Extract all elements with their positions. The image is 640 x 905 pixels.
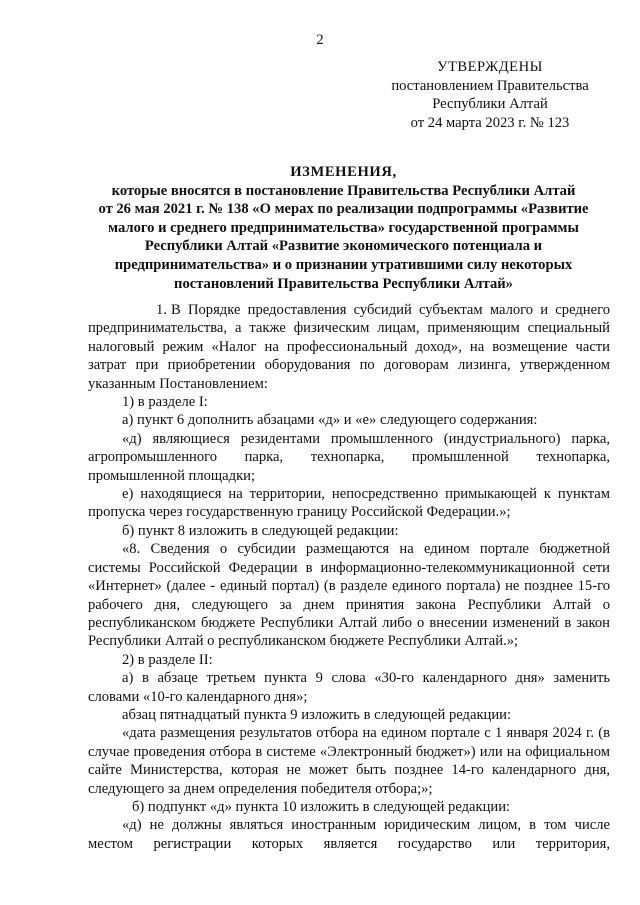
paragraph: [88, 301, 610, 393]
paragraph: «д) не должны являться иностранным юридическим лицом, в том числе местом регистрации которых является государство или территория,: [88, 817, 610, 852]
paragraph-number: 1.: [156, 302, 167, 318]
title-line: которые вносятся в постановление Правительства Республики Алтай: [111, 182, 576, 199]
title-line: от 26 мая 2021 г. № 138 «О мерах по реализации подпрограммы «Развитие: [98, 201, 589, 218]
paragraph: абзац пятнадцатый пункта 9 изложить в следующей редакции:: [122, 706, 512, 723]
title-line: малого и среднего предпринимательства» государственной программы: [108, 219, 579, 236]
paragraph: б) пункт 8 изложить в следующей редакции:: [122, 522, 399, 539]
paragraph: а) в абзаце третьем пункта 9 слова «30-го календарного дня» заменить словами «10-го календарного дня»;: [88, 670, 610, 705]
approval-heading: УТВЕРЖДЕНЫ: [437, 59, 543, 75]
approval-stamp: [380, 58, 600, 132]
paragraph: б) подпункт «д» пункта 10 изложить в следующей редакции:: [132, 798, 511, 815]
paragraph: «дата размещения результатов отбора на едином портале с 1 января 2024 г. (в случае проведения отбора в системе «Электронный бюджет») или на официальном сайте Министерства, которая не может быть позднее 14-го календарного дня, следующего за днем определения победителя отбора;»;: [88, 725, 610, 797]
paragraph: «д) являющиеся резидентами промышленного (индустриального) парка, агропромышленного парка, технопарка, промышленной технопарка, промышленной площадки;: [88, 430, 610, 484]
title-line: Республики Алтай «Развитие экономического потенциала и: [144, 238, 543, 255]
approval-line: Республики Алтай: [432, 96, 548, 113]
approval-line: постановлением Правительства: [391, 77, 589, 94]
document-body: [88, 301, 610, 853]
paragraph: 1) в разделе I:: [122, 394, 208, 411]
paragraph-text: В Порядке предоставления субсидий субъектам малого и среднего предпринимательства, а также физическим лицам, применяющим специальный налоговый режим «Налог на профессиональный доход», на возмещение части затрат при приобретении оборудования по договорам лизинга, утвержденном указанным Постановлением:: [88, 302, 610, 392]
paragraph: е) находящиеся на территории, непосредственно примыкающей к пунктам пропуска через государственную границу Российской Федерации.»;: [88, 486, 610, 521]
paragraph: 2) в разделе II:: [122, 651, 213, 668]
paragraph: «8. Сведения о субсидии размещаются на едином портале бюджетной системы Российской Федерации в информационно-телекоммуникационной сети «Интернет» (далее - единый портал) (в разделе единого портала) не позднее 15-го рабочего дня, следующего за днем принятия закона Республики Алтай о республиканском бюджете Республики Алтай либо о внесении изменений в закон Республики Алтай о республиканском бюджете Республики Алтай.»;: [88, 541, 610, 650]
paragraph: а) пункт 6 дополнить абзацами «д» и «е» следующего содержания:: [122, 412, 538, 429]
title-heading: ИЗМЕНЕНИЯ,: [290, 164, 397, 180]
approval-line: от 24 марта 2023 г. № 123: [410, 114, 570, 131]
title-line: постановлений Правительства Республики Алтай»: [174, 275, 513, 292]
title-line: предпринимательства» и о признании утратившими силу некоторых: [114, 256, 573, 273]
document-title: [80, 163, 607, 293]
page-number: 2: [316, 32, 324, 48]
